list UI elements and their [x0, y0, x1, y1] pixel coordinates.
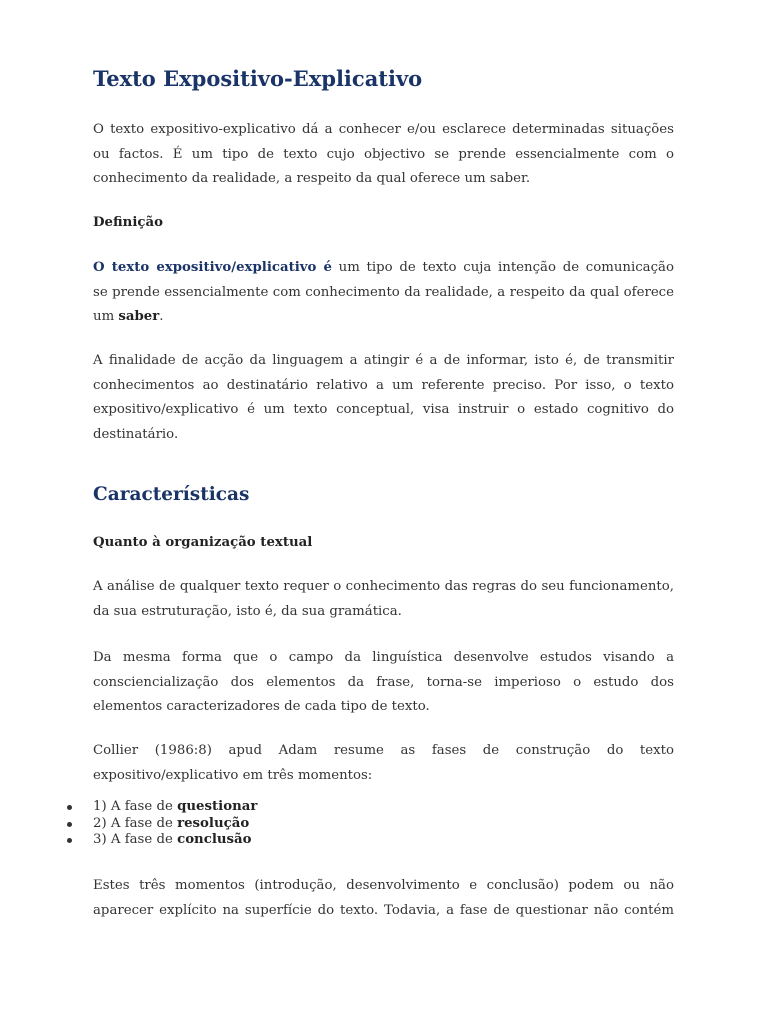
momentos-line: Estes três momentos (introdução, desenvolvimento e conclusão) podem ou não	[93, 878, 674, 893]
fase-term: conclusão	[177, 832, 252, 847]
fase-term: questionar	[177, 799, 258, 814]
analise-line: A análise de qualquer texto requer o conhecimento das regras do seu funcionamento,	[93, 579, 674, 594]
definicao-lead: O texto expositivo/explicativo é	[93, 260, 332, 275]
list-item	[93, 832, 257, 849]
organizacao-subheading: Quanto à organização textual	[93, 535, 313, 550]
collier-line: Collier (1986:8) apud Adam resume as fases de construção do texto	[93, 743, 674, 758]
finalidade-paragraph	[93, 349, 674, 447]
bullet-icon	[67, 805, 72, 810]
definicao-heading: Definição	[93, 215, 163, 230]
definicao-line: se prende essencialmente com conhecimento da realidade, a respeito da qual oferece	[93, 284, 674, 300]
intro-line: O texto expositivo-explicativo dá a conhecer e/ou esclarece determinadas situações	[93, 122, 674, 137]
momentos-paragraph	[93, 874, 674, 923]
momentos-line: aparecer explícito na superfície do texto. Todavia, a fase de questionar não contém	[93, 902, 674, 918]
linguistica-line: Da mesma forma que o campo da linguística desenvolve estudos visando a	[93, 650, 674, 665]
bullet-icon	[67, 822, 72, 827]
definicao-paragraph	[93, 256, 674, 330]
fase-prefix: 2) A fase de	[93, 815, 178, 831]
intro-paragraph	[93, 118, 674, 192]
saber-term: saber	[118, 309, 160, 325]
definicao-line3-pre: um	[93, 309, 119, 325]
linguistica-line: elementos caracterizadores de cada tipo de texto.	[93, 699, 430, 715]
linguistica-paragraph	[93, 646, 674, 720]
fases-list	[93, 799, 257, 849]
list-item	[93, 799, 257, 816]
fase-prefix: 3) A fase de	[93, 832, 178, 847]
finalidade-line: A finalidade de acção da linguagem a atingir é a de informar, isto é, de transmitir	[93, 353, 674, 368]
finalidade-line: conhecimentos ao destinatário relativo a um referente preciso. Por isso, o texto	[93, 377, 674, 393]
collier-line: expositivo/explicativo em três momentos:	[93, 767, 373, 783]
caracteristicas-heading: Características	[93, 484, 250, 505]
fase-term: resolução	[177, 815, 250, 831]
definicao-line1-rest: um tipo de texto cuja intenção de comunicação	[331, 260, 674, 275]
analise-paragraph	[93, 575, 674, 624]
list-item	[93, 816, 257, 833]
definicao-line	[93, 256, 674, 281]
bullet-icon	[67, 838, 72, 843]
document-title: Texto Expositivo-Explicativo	[93, 66, 423, 91]
definicao-line	[93, 305, 674, 330]
finalidade-line: expositivo/explicativo é um texto conceptual, visa instruir o estado cognitivo do	[93, 402, 674, 418]
intro-line: ou factos. É um tipo de texto cujo objectivo se prende essencialmente com o	[93, 146, 674, 162]
finalidade-line: destinatário.	[93, 426, 179, 442]
collier-paragraph	[93, 739, 674, 788]
intro-line: conhecimento da realidade, a respeito da qual oferece um saber.	[93, 171, 531, 187]
definicao-line3-post: .	[159, 309, 164, 325]
analise-line: da sua estruturação, isto é, da sua gramática.	[93, 603, 402, 619]
linguistica-line: consciencialização dos elementos da frase, torna-se imperioso o estudo dos	[93, 674, 674, 690]
fase-prefix: 1) A fase de	[93, 799, 178, 814]
